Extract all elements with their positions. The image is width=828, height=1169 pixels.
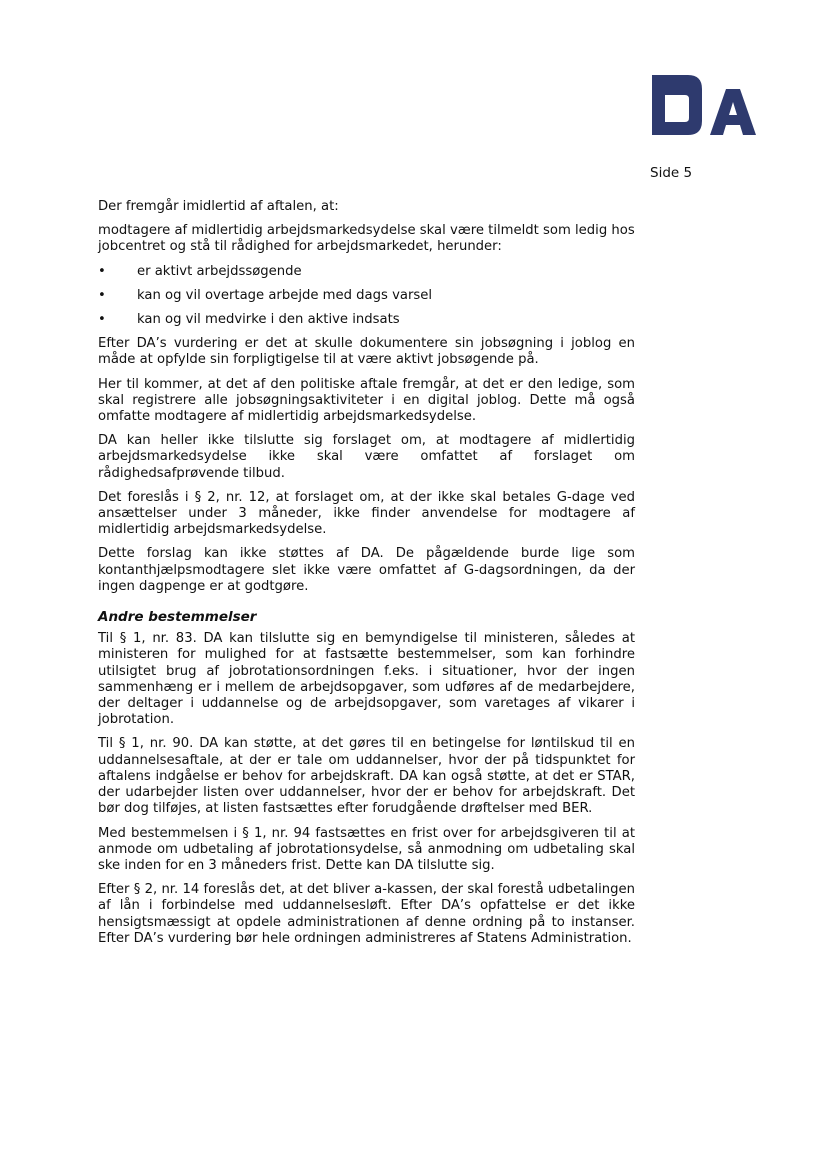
- paragraph: Det foreslås i § 2, nr. 12, at forslaget om, at der ikke skal betales G-dage ved ansættelser under 3 måneder, ikke finder anvendelse for modtagere af midlertidig arbejdsmarkedsydelse.: [98, 489, 635, 538]
- paragraph: Efter § 2, nr. 14 foreslås det, at det bliver a-kassen, der skal forestå udbetalingen af lån i forbindelse med uddannelsesløft. Efter DA’s opfattelse er det ikke hensigtsmæssigt at opdele administrationen af denne ordning på to instanser. Efter DA’s vurdering bør hele ordningen administreres af Statens Administration.: [98, 882, 635, 946]
- page-number: Side 5: [650, 165, 693, 181]
- bullet-icon: •: [98, 312, 106, 328]
- list-item: • kan og vil medvirke i den aktive indsats: [98, 312, 400, 328]
- paragraph: Til § 1, nr. 83. DA kan tilslutte sig en bemyndigelse til ministeren, således at ministeren for mulighed for at fastsætte bestemmelser, som kan forhindre utilsigtet brug af jobrotationsordningen f.eks. i situationer, hvor der ingen sammenhæng er i mellem de arbejdsopgaver, som udføres af de medarbejdere, der deltager i uddannelse og de arbejdsopgaver, som varetages af vikarer i jobrotation.: [98, 631, 635, 728]
- paragraph: Efter DA’s vurdering er det at skulle dokumentere sin jobsøgning i joblog en måde at opfylde sin forpligtigelse til at være aktivt jobsøgende på.: [98, 336, 635, 368]
- bullet-list: [98, 264, 635, 329]
- bullet-icon: •: [98, 263, 106, 279]
- bullet-icon: •: [98, 287, 106, 303]
- paragraph: Dette forslag kan ikke støttes af DA. De pågældende burde lige som kontanthjælpsmodtagere slet ikke være omfattet af G-dagsordningen, da der ingen dagpenge er at godtgøre.: [98, 546, 635, 594]
- quoted-text: modtagere af midlertidig arbejdsmarkedsydelse skal være tilmeldt som ledig hos jobcentret og stå til rådighed for arbejdsmarkedet, herunder:: [98, 223, 635, 255]
- paragraph: Her til kommer, at det af den politiske aftale fremgår, at det er den ledige, som skal registrere alle jobsøgningsaktiviteter i en digital joblog. Dette må også omfatte modtagere af midlertidig arbejdsmarkedsydelse.: [98, 376, 635, 425]
- da-logo: [652, 75, 758, 135]
- paragraph: Til § 1, nr. 90. DA kan støtte, at det gøres til en betingelse for løntilskud til en uddannelsesaftale, at der er tale om uddannelser, hvor der på tidspunktet for aftalens indgåelse er behov for arbejdskraft. DA kan også støtte, at det er STAR, der udarbejder listen over uddannelser, hvor der er behov for arbejdskraft. Det bør dog tilføjes, at listen fastsættes efter forudgående drøftelser med BER.: [98, 736, 635, 817]
- list-item: • kan og vil overtage arbejde med dags varsel: [98, 287, 433, 303]
- list-item: • er aktivt arbejdssøgende: [98, 263, 302, 279]
- document-body: [98, 199, 635, 955]
- section-heading: Andre bestemmelser: [98, 609, 257, 626]
- intro-line: Der fremgår imidlertid af aftalen, at:: [98, 199, 339, 214]
- paragraph: DA kan heller ikke tilslutte sig forslaget om, at modtagere af midlertidig arbejdsmarkedsydelse ikke skal være omfattet af forslaget om rådighedsafprøvende tilbud.: [98, 433, 635, 481]
- paragraph: Med bestemmelsen i § 1, nr. 94 fastsættes en frist over for arbejdsgiveren til at anmode om udbetaling af jobrotationsydelse, så anmodning om udbetaling skal ske inden for en 3 måneders frist. Dette kan DA tilslutte sig.: [98, 825, 635, 873]
